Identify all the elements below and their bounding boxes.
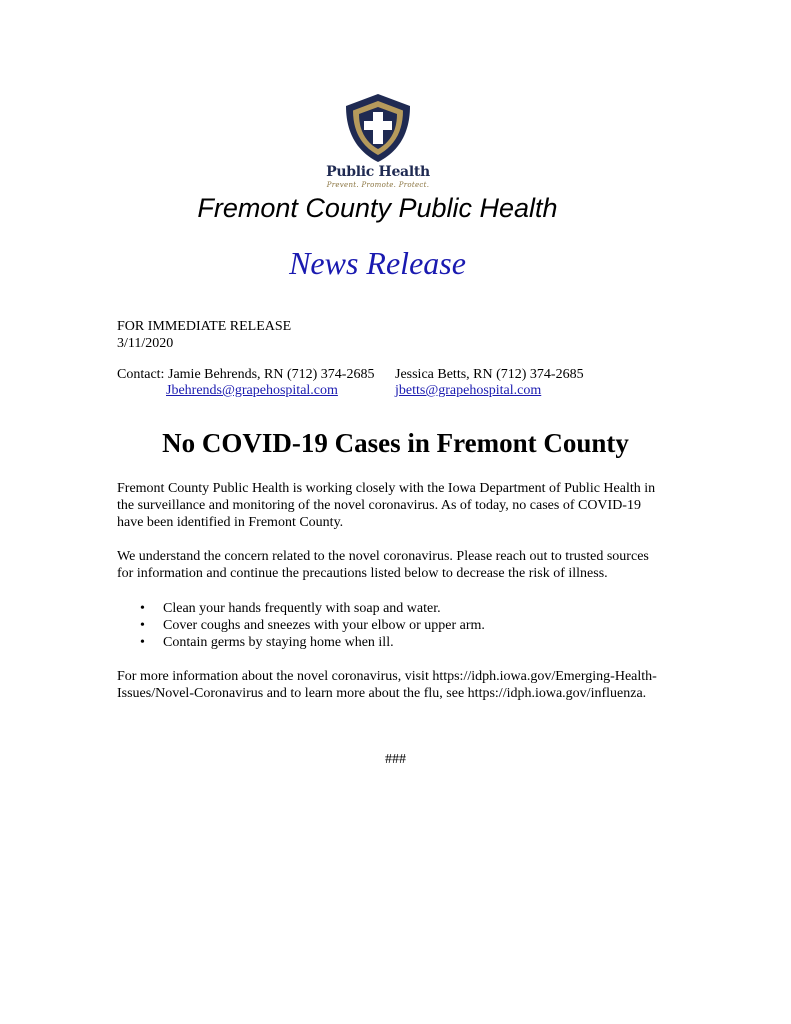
paragraph-line: Issues/Novel-Coronavirus and to learn more about the flu, see https://idph.iowa.gov/influenza. (117, 686, 647, 701)
end-mark: ### (385, 752, 406, 767)
contact-label: Contact: (117, 367, 165, 382)
bullet-icon: • (140, 618, 145, 633)
paragraph-line: Fremont County Public Health is working closely with the Iowa Department of Public Health in (117, 481, 656, 496)
logo-wordmark: Public Health (326, 164, 430, 180)
paragraph-line: for information and continue the precautions listed below to decrease the risk of illness. (117, 566, 608, 581)
contact-secondary: Jessica Betts, RN (712) 374-2685 (395, 367, 584, 382)
contact-secondary-email-link[interactable]: jbetts@grapehospital.com (395, 383, 542, 398)
paragraph-2 (117, 548, 677, 582)
release-label: FOR IMMEDIATE RELEASE (117, 319, 292, 334)
list-item (140, 634, 485, 651)
paragraph-line: We understand the concern related to the novel coronavirus. Please reach out to trusted sources (117, 549, 649, 564)
bullet-icon: • (140, 635, 145, 650)
paragraph-line: have been identified in Fremont County. (117, 515, 344, 530)
list-item (140, 600, 485, 617)
shield-cross-icon (342, 92, 414, 164)
paragraph-3 (117, 668, 677, 702)
list-item-text: Contain germs by staying home when ill. (163, 635, 394, 650)
paragraph-1 (117, 480, 677, 531)
release-date: 3/11/2020 (117, 336, 174, 351)
list-item-text: Clean your hands frequently with soap and water. (163, 601, 441, 616)
paragraph-line: For more information about the novel coronavirus, visit https://idph.iowa.gov/Emerging-Health- (117, 669, 657, 684)
paragraph-line: the surveillance and monitoring of the novel coronavirus. As of today, no cases of COVID-19 (117, 498, 641, 513)
news-release-title: News Release (289, 245, 466, 281)
contact-primary: Jamie Behrends, RN (712) 374-2685 (168, 367, 375, 382)
organization-title: Fremont County Public Health (197, 193, 558, 223)
list-item-text: Cover coughs and sneezes with your elbow or upper arm. (163, 618, 485, 633)
precautions-list (140, 600, 485, 651)
headline: No COVID-19 Cases in Fremont County (162, 428, 629, 458)
list-item (140, 617, 485, 634)
bullet-icon: • (140, 601, 145, 616)
logo-tagline: Prevent. Promote. Protect. (326, 181, 430, 189)
contact-primary-email-link[interactable]: Jbehrends@grapehospital.com (166, 383, 338, 398)
public-health-logo (318, 92, 438, 198)
